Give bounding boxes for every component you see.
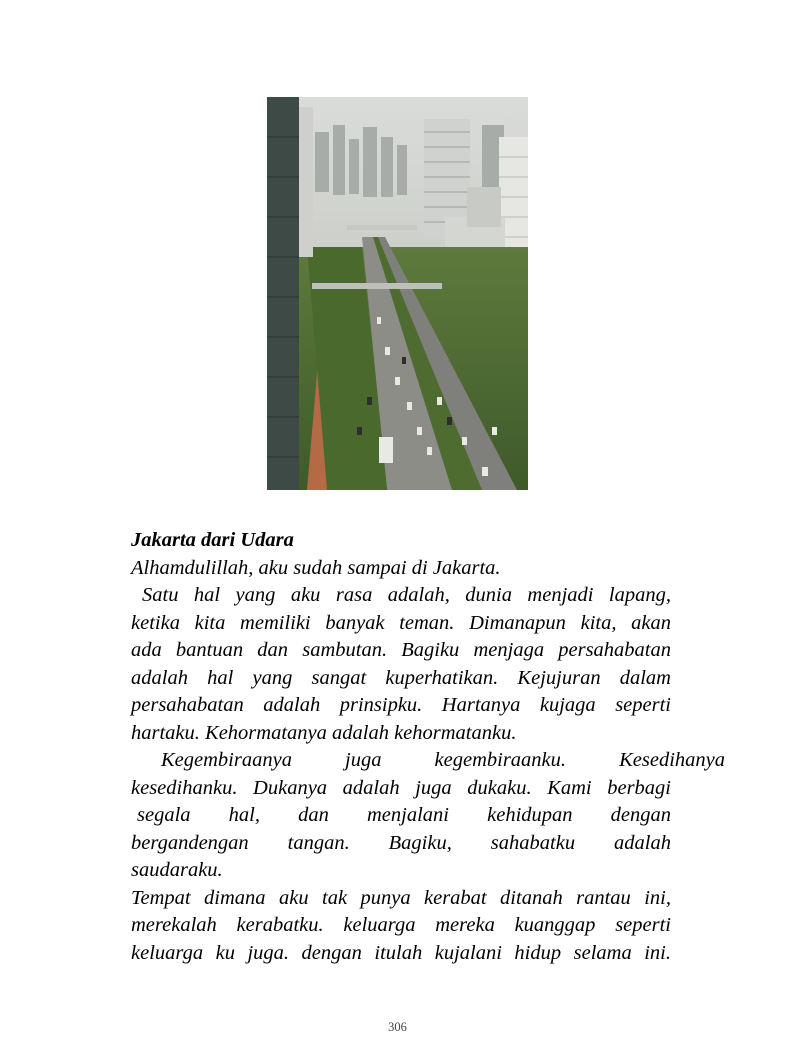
article-line: segala hal, dan menjalani kehidupan dengan (137, 804, 671, 826)
page-number: 306 (388, 1020, 407, 1034)
article-line: persahabatan adalah prinsipku. Hartanya kujaga seperti (131, 694, 671, 716)
article-line: saudaraku. (131, 859, 223, 881)
article-line: kesedihanku. Dukanya adalah juga dukaku. Kami berbagi (131, 776, 671, 799)
article-title: Jakarta dari Udara (131, 529, 294, 551)
article-line: Kegembiraanya juga kegembiraanku. Kesedihanya (161, 749, 725, 771)
article-line: merekalah kerabatku. keluarga mereka kuanggap seperti (131, 914, 671, 936)
article-line: Tempat dimana aku tak punya kerabat ditanah rantau ini, (131, 886, 671, 909)
jakarta-aerial-image (267, 97, 528, 490)
article (131, 527, 725, 967)
article-line: Alhamdulillah, aku sudah sampai di Jakarta. (131, 556, 501, 579)
article-line: ketika kita memiliki banyak teman. Dimanapun kita, akan (131, 611, 671, 634)
article-line: bergandengan tangan. Bagiku, sahabatku adalah (131, 831, 671, 854)
article-line: keluarga ku juga. dengan itulah kujalani hidup selama ini. (131, 941, 671, 964)
article-line: hartaku. Kehormatanya adalah kehormatanku. (131, 721, 517, 744)
article-line: Satu hal yang aku rasa adalah, dunia menjadi lapang, (142, 584, 671, 606)
jakarta-aerial-photo (267, 97, 528, 490)
article-line: ada bantuan dan sambutan. Bagiku menjaga persahabatan (131, 639, 671, 661)
article-line: adalah hal yang sangat kuperhatikan. Kejujuran dalam (131, 666, 671, 689)
